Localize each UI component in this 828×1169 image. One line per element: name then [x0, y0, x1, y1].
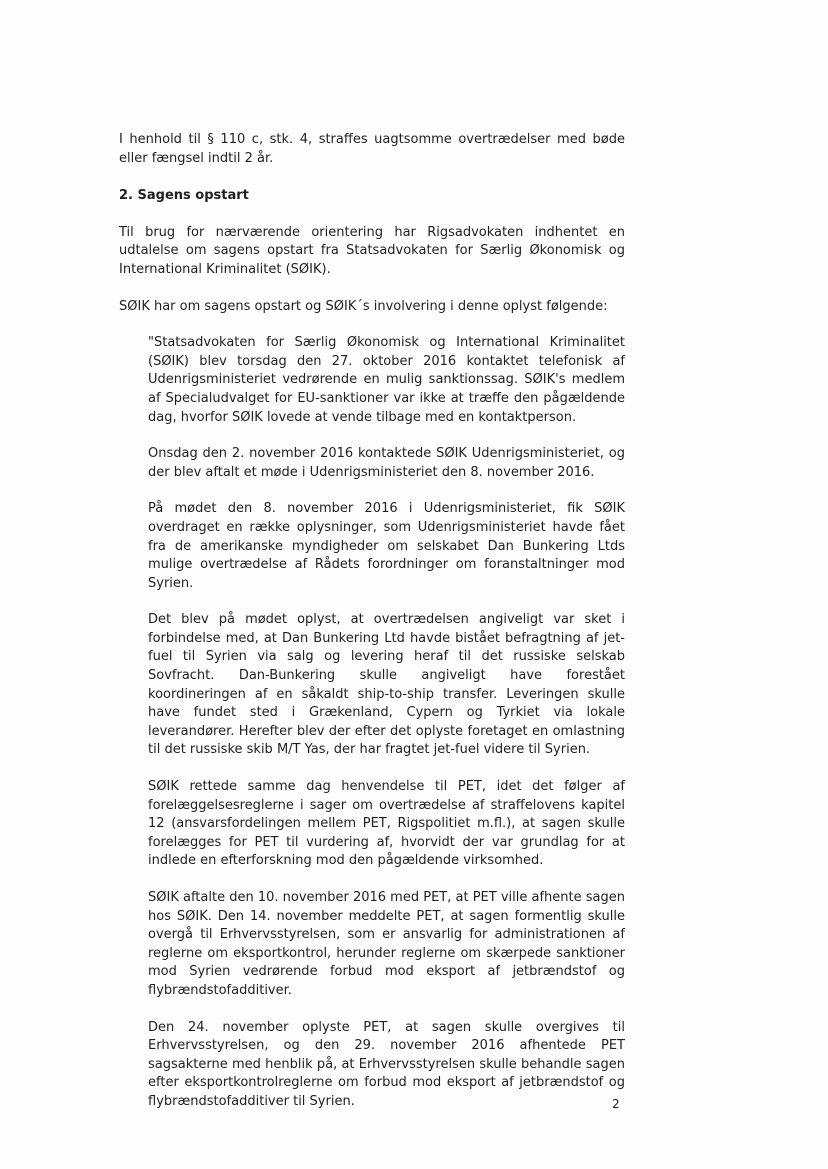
quote-paragraph-2: Onsdag den 2. november 2016 kontaktede SØIK Udenrigsministeriet, og der blev aftalt et møde i Udenrigsministeriet den 8. november 2016. — [148, 446, 625, 480]
block-quote — [148, 334, 625, 1111]
quote-paragraph-5: SØIK rettede samme dag henvendelse til PET, idet det følger af forelæggelsesreglerne i sager om overtrædelse af straffelovens kapitel 12 (ansvarsfordelingen mellem PET, Rigspolitiet m.fl.), at sagen skulle forelægges for PET til vurdering af, hvorvidt der var grundlag for at indlede en efterforskning mod den pågældende virksomhed. — [148, 779, 625, 869]
quote-paragraph-7: Den 24. november oplyste PET, at sagen skulle overgives til Erhvervsstyrelsen, og den 29. november 2016 afhentede PET sagsakterne med henblik på, at Erhvervsstyrelsen skulle behandle sagen efter eksportkontrolreglerne om forbud mod eksport af jetbrændstof og flybrændstofadditiver til Syrien. — [148, 1019, 625, 1109]
quote-paragraph-6: SØIK aftalte den 10. november 2016 med PET, at PET ville afhente sagen hos SØIK. Den 14. november meddelte PET, at sagen formentlig skulle overgå til Erhvervsstyrelsen, som er ansvarlig for administrationen af reglerne om eksportkontrol, herunder reglerne om skærpede sanktioner mod Syrien vedrørende forbud mod eksport af jetbrændstof og flybrændstofadditiver. — [148, 890, 625, 998]
section-heading: 2. Sagens opstart — [119, 188, 249, 204]
paragraph-2: SØIK har om sagens opstart og SØIK´s involvering i denne oplyst følgende: — [119, 298, 608, 314]
page-number: 2 — [612, 1097, 620, 1111]
quote-paragraph-4: Det blev på mødet oplyst, at overtrædelsen angiveligt var sket i forbindelse med, at Dan Bunkering Ltd havde bistået befragtning af jet-fuel til Syrien via salg og levering heraf til det russiske selskab Sovfracht. Dan-Bunkering skulle angiveligt have forestået koordineringen af en såkaldt ship-to-ship transfer. Leveringen skulle have fundet sted i Grækenland, Cypern og Tyrkiet via lokale leverandører. Herefter blev der efter det oplyste foretaget en omlastning til det russiske skib M/T Yas, der har fragtet jet-fuel videre til Syrien. — [148, 612, 625, 758]
quote-paragraph-3: På mødet den 8. november 2016 i Udenrigsministeriet, fik SØIK overdraget en række oplysninger, som Udenrigsministeriet havde fået fra de amerikanske myndigheder om selskabet Dan Bunkering Ltds mulige overtrædelse af Rådets forordninger om foranstaltninger mod Syrien. — [148, 501, 625, 591]
quote-paragraph-1: "Statsadvokaten for Særlig Økonomisk og International Kriminalitet (SØIK) blev torsdag den 27. oktober 2016 kontaktet telefonisk af Udenrigsministeriet vedrørende en mulig sanktionssag. SØIK's medlem af Specialudvalget for EU-sanktioner var ikke at træffe den pågældende dag, hvorfor SØIK lovede at vende tilbage med en kontaktperson. — [148, 335, 625, 425]
intro-paragraph: I henhold til § 110 c, stk. 4, straffes uagtsomme overtrædelser med bøde eller fængsel indtil 2 år. — [119, 132, 625, 166]
paragraph-1: Til brug for nærværende orientering har Rigsadvokaten indhentet en udtalelse om sagens opstart fra Statsadvokaten for Særlig Økonomisk og International Kriminalitet (SØIK). — [119, 224, 625, 277]
document-body — [119, 131, 625, 1130]
